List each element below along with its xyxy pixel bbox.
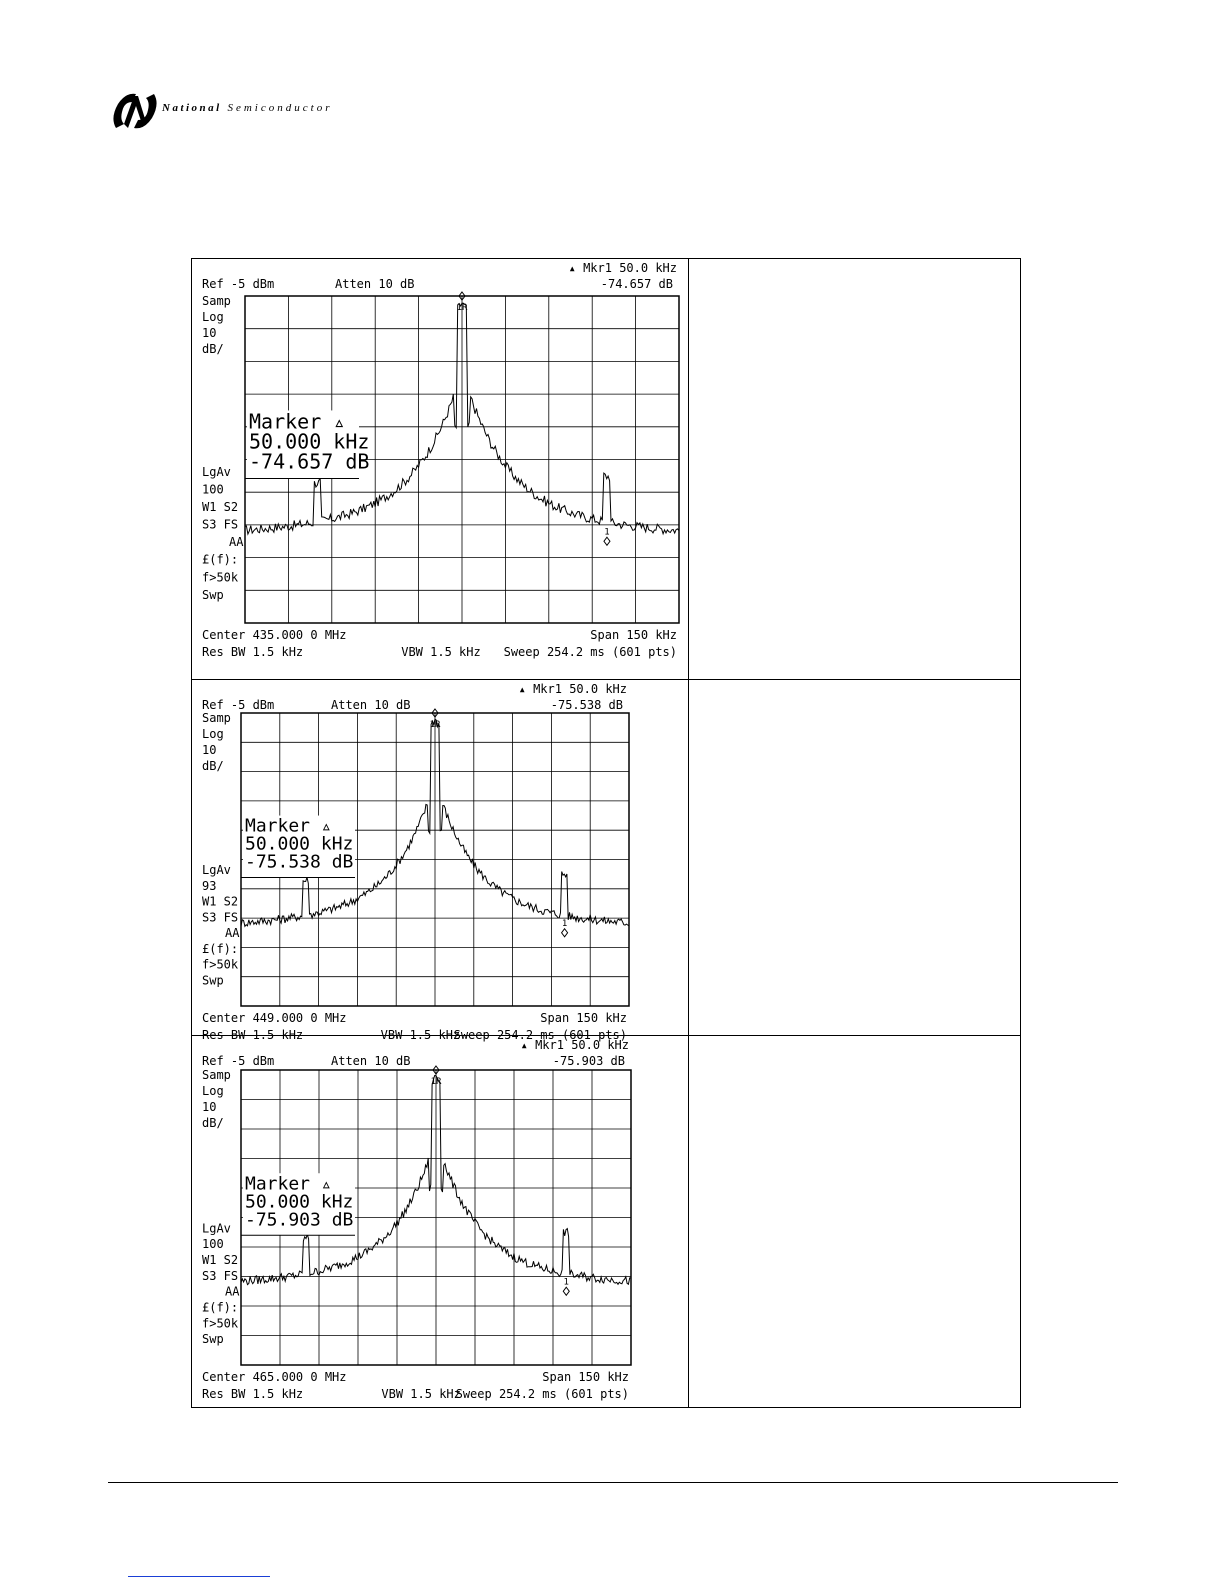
reference-level: Ref -5 dBm — [202, 1054, 275, 1068]
attenuation: Atten 10 dB — [335, 277, 415, 291]
delta-marker-readout: ▴ Mkr1 50.0 kHz — [520, 1038, 629, 1052]
delta-marker-tag: 1 — [604, 527, 610, 538]
delta-marker-diamond — [562, 929, 568, 937]
delta-marker-diamond — [604, 537, 610, 545]
left-label: 100 — [202, 1237, 224, 1252]
left-label: AA — [229, 535, 244, 550]
footer-rule — [108, 1482, 1118, 1483]
left-label: f>50k — [202, 957, 239, 972]
spectrum-plot-svg — [192, 680, 688, 1042]
left-label: LgAv — [202, 464, 231, 479]
reference-marker-tag: 1R — [430, 1077, 442, 1087]
center-frequency: Center 465.000 0 MHz — [202, 1370, 347, 1384]
left-label: Swp — [202, 973, 224, 988]
table-column-divider — [688, 259, 689, 1407]
spectrum-plot-1 — [192, 259, 688, 679]
marker-box-line: -75.903 dB — [245, 1209, 354, 1231]
left-label: f>50k — [202, 1316, 239, 1331]
left-label: S3 FS — [202, 517, 239, 532]
marker-box-line: 50.000 kHz — [245, 833, 354, 855]
left-label: AA — [225, 926, 240, 941]
spectrum-plot-svg — [192, 1036, 688, 1408]
center-frequency: Center 449.000 0 MHz — [202, 1011, 347, 1025]
left-label: Log — [202, 310, 224, 324]
left-label: 93 — [202, 878, 217, 893]
spectrum-table — [191, 258, 1021, 1408]
left-label: S3 FS — [202, 1268, 239, 1283]
left-label: LgAv — [202, 863, 231, 878]
sweep-time: Sweep 254.2 ms (601 pts) — [453, 1028, 627, 1042]
spectrum-plot-svg — [192, 259, 688, 679]
spectrum-plot-2 — [192, 680, 688, 1042]
reference-marker-tag: 1R — [456, 303, 468, 313]
delta-marker-diamond — [563, 1287, 569, 1295]
attenuation: Atten 10 dB — [331, 698, 411, 712]
delta-amplitude-readout: -74.657 dB — [600, 277, 673, 291]
left-label: Samp — [202, 711, 231, 725]
left-label: 10 — [202, 326, 217, 340]
left-label: W1 S2 — [202, 500, 239, 515]
left-label: Log — [202, 1084, 224, 1098]
marker-box-line: 50.000 kHz — [249, 429, 370, 454]
left-label: Swp — [202, 587, 224, 602]
video-bandwidth: VBW 1.5 kHz — [401, 645, 481, 659]
logo-brand-light: Semiconductor — [227, 102, 333, 114]
left-label: 10 — [202, 1100, 217, 1114]
left-label: dB/ — [202, 1116, 224, 1130]
reference-marker-tag: 1R — [429, 720, 441, 730]
logo-brand-bold: National — [162, 102, 222, 114]
marker-box-line: Marker ▵ — [245, 1173, 332, 1195]
delta-marker-readout: ▴ Mkr1 50.0 kHz — [568, 261, 677, 275]
attenuation: Atten 10 dB — [331, 1054, 411, 1068]
left-label: 10 — [202, 743, 217, 757]
frequency-span: Span 150 kHz — [540, 1011, 627, 1025]
spectrum-plot-3 — [192, 1036, 688, 1408]
delta-amplitude-readout: -75.903 dB — [552, 1054, 625, 1068]
marker-box-line: -75.538 dB — [245, 851, 354, 873]
left-label: AA — [225, 1284, 240, 1299]
delta-marker-tag: 1 — [563, 1277, 569, 1288]
left-label: W1 S2 — [202, 1252, 239, 1267]
marker-box-line: Marker ▵ — [249, 409, 346, 434]
national-semiconductor-logo — [110, 88, 370, 134]
marker-box-line: Marker ▵ — [245, 815, 332, 837]
left-label: Samp — [202, 294, 231, 308]
left-label: £(f): — [202, 552, 239, 567]
delta-amplitude-readout: -75.538 dB — [550, 698, 623, 712]
resolution-bandwidth: Res BW 1.5 kHz — [202, 1387, 304, 1401]
footer-link-underline[interactable] — [128, 1576, 270, 1577]
left-label: W1 S2 — [202, 894, 239, 909]
delta-marker-tag: 1 — [561, 918, 568, 929]
left-label: 100 — [202, 482, 224, 497]
left-label: S3 FS — [202, 910, 239, 925]
left-label: dB/ — [202, 759, 224, 773]
frequency-span: Span 150 kHz — [590, 628, 677, 642]
delta-marker-readout: ▴ Mkr1 50.0 kHz — [518, 682, 627, 696]
left-label: LgAv — [202, 1221, 231, 1236]
left-label: Samp — [202, 1068, 231, 1082]
resolution-bandwidth: Res BW 1.5 kHz — [202, 1028, 304, 1042]
logo-mark-icon — [110, 88, 160, 134]
sweep-time: Sweep 254.2 ms (601 pts) — [503, 645, 677, 659]
resolution-bandwidth: Res BW 1.5 kHz — [202, 645, 304, 659]
video-bandwidth: VBW 1.5 kHz — [380, 1028, 461, 1042]
video-bandwidth: VBW 1.5 kHz — [381, 1387, 461, 1401]
center-frequency: Center 435.000 0 MHz — [202, 628, 347, 642]
left-label: Swp — [202, 1332, 224, 1347]
logo-wordmark — [162, 102, 332, 114]
sweep-time: Sweep 254.2 ms (601 pts) — [455, 1387, 629, 1401]
reference-level: Ref -5 dBm — [202, 277, 275, 291]
reference-level: Ref -5 dBm — [202, 698, 275, 712]
left-label: £(f): — [202, 1300, 239, 1315]
left-label: f>50k — [202, 570, 239, 585]
marker-box-line: -74.657 dB — [249, 449, 370, 474]
marker-box-line: 50.000 kHz — [245, 1191, 354, 1213]
left-label: £(f): — [202, 941, 239, 956]
left-label: Log — [202, 727, 224, 741]
left-label: dB/ — [202, 342, 224, 356]
frequency-span: Span 150 kHz — [542, 1370, 629, 1384]
